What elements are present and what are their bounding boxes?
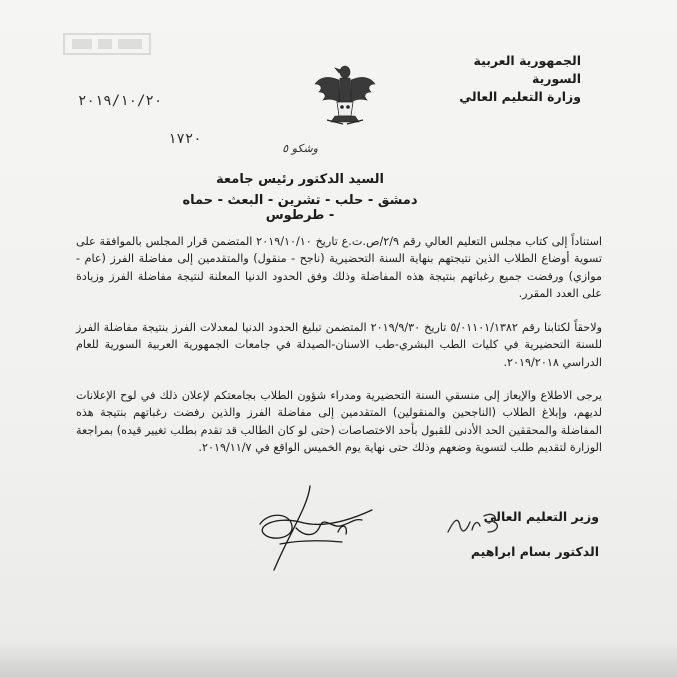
- letter-number: ١٧٢٠: [168, 131, 202, 147]
- letterhead: [421, 52, 581, 106]
- ministry-name: وزارة التعليم العالي: [459, 89, 581, 104]
- country-name: الجمهورية العربية السورية: [473, 53, 581, 86]
- paragraph-2: ولاحقاً لكتابنا رقم ٥/٠١١٠١/١٣٨٢ تاريخ ٢٠١٩/٩/٣٠ المتضمن تبليغ الحدود الدنيا لمعدلات الفرز بنتيجة مفاضلة الفرز للسنة التحضيرية في كليات الطب البشري-طب الاسنان-الصيدلة في جامعات الجمهورية العربية السورية للعام الدراسي ٢٠١٩/٢٠١٨.: [76, 321, 602, 369]
- scan-shadow: [0, 640, 677, 677]
- marginal-note: وشكو ٥: [282, 142, 318, 155]
- faded-stamp-mark: [62, 30, 152, 58]
- handwritten-signature: [250, 482, 380, 577]
- letter-date: ٢٠١٩/١٠/٢٠: [78, 93, 163, 109]
- signatory-title: وزير التعليم العالي: [483, 509, 599, 524]
- paragraph-1: استناداً إلى كتاب مجلس التعليم العالي رقم ٢/٩/ص.ت.ع تاريخ ٢٠١٩/١٠/١٠ المتضمن قرار المجلس بالموافقة على تسوية أوضاع الطلاب الذين نتيجتهم بنهاية السنة التحضيرية (ناجح - منقول) والمتقدمين إلى مفاضلة الفرز (عام - موازي) ورفضت جميع رغباتهم بنتيجة هذه المفاضلة وذلك وفق الحدود الدنيا المعلنة لنتيجة مفاضلة الفرز وزيادة على العدد المقرر.: [76, 235, 602, 300]
- signatory-name: الدكتور بسام ابراهيم: [470, 544, 599, 559]
- recipient-line: السيد الدكتور رئيس جامعة: [216, 172, 384, 187]
- syrian-eagle-emblem-icon: [313, 62, 377, 128]
- paragraph-3: يرجى الاطلاع والإيعاز إلى منسقي السنة التحضيرية ومدراء شؤون الطلاب بجامعتكم لإعلان ذلك في لوح الإعلانات لديهم، وإبلاغ الطلاب (الناجحين والمنقولين) المتقدمين إلى مفاضلة الفرز والذين رفضت رغباتهم بنتيجة هذه المفاضلة والمحققين الحد الأدنى للقبول بأحد الاختصاصات (حتى لو كان الطالب قد تقدم بطلب تغيير قيده) بمراجعة الوزارة لتقديم طلب لتسوية وضعهم وذلك حتى نهاية يوم الخميس الواقع في ٢٠١٩/١١/٧.: [75, 389, 602, 454]
- handwritten-initials: [444, 502, 504, 542]
- universities-line: دمشق - حلب - تشرين - البعث - حماه - طرطوس: [182, 193, 418, 223]
